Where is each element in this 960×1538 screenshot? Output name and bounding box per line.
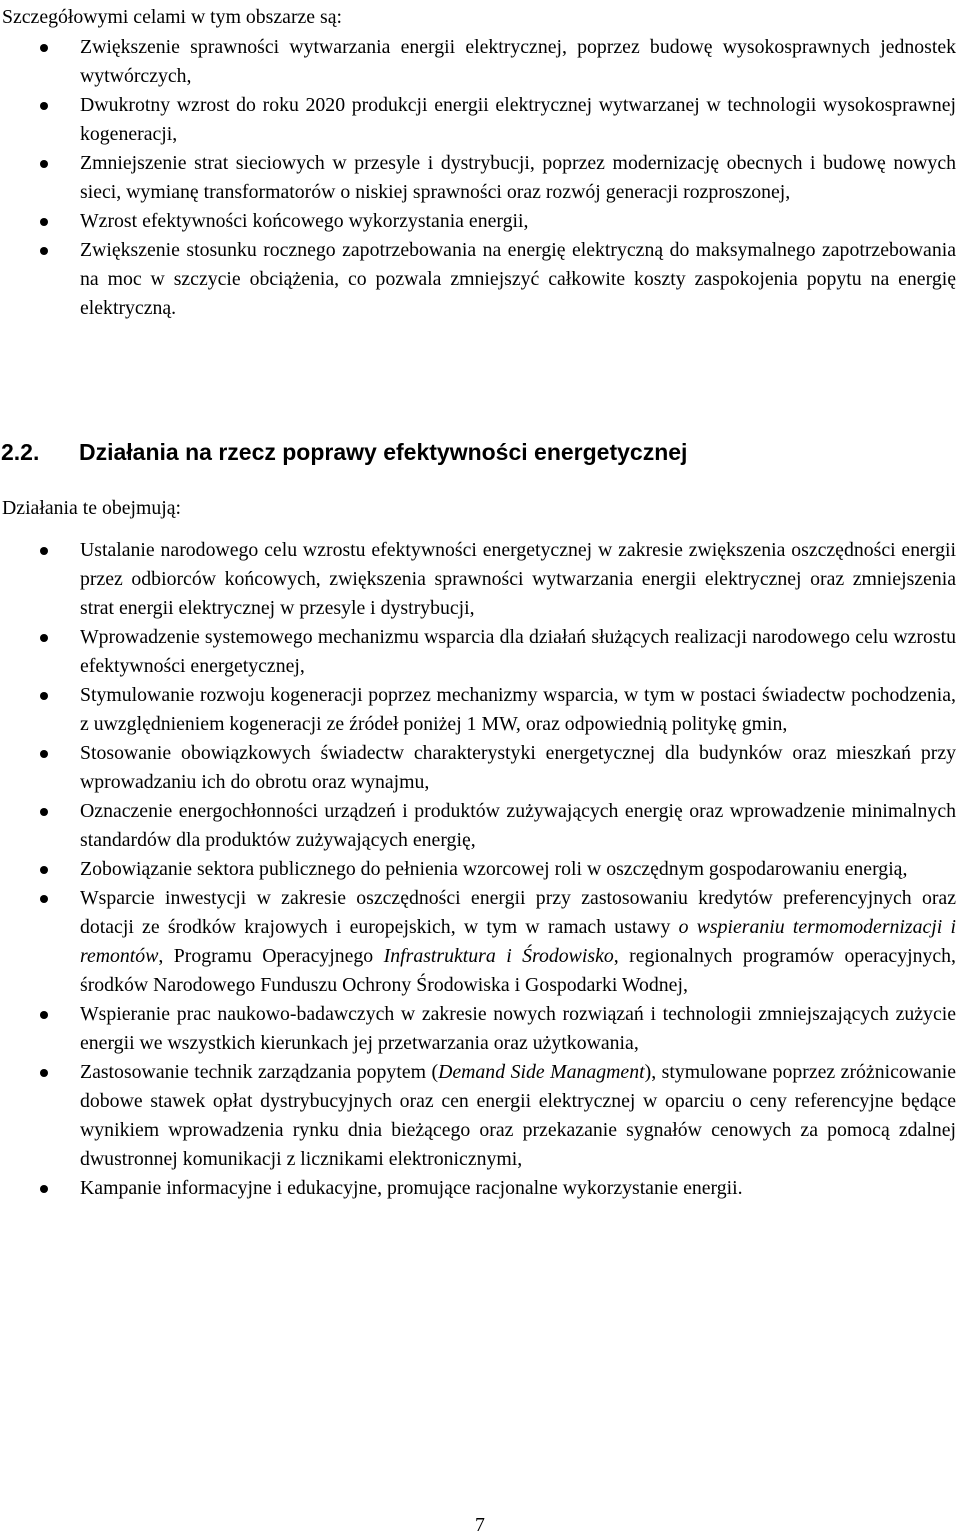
list-item [0, 884, 960, 1000]
list-item [0, 623, 960, 681]
section-lead: Działania te obejmują: [2, 497, 182, 519]
objectives-list [0, 33, 960, 323]
bullet-icon [40, 866, 48, 874]
bullet-icon [40, 1185, 48, 1193]
list-item-text: Zwiększenie stosunku rocznego zapotrzebowania na energię elektryczną do maksymalnego zapotrzebowania na moc w szczycie obciążenia, co pozwala zmniejszyć całkowite koszty zaspokojenia popytu na energię elektryczną. [80, 239, 956, 319]
list-item-text: Dwukrotny wzrost do roku 2020 produkcji energii elektrycznej wytwarzanej w technologii wysokosprawnej kogeneracji, [80, 94, 956, 145]
list-item-text: Oznaczenie energochłonności urządzeń i produktów zużywających energię oraz wprowadzenie minimalnych standardów dla produktów zużywających energię, [80, 800, 956, 851]
italic-term: Demand Side Managment [438, 1061, 645, 1083]
list-item [0, 739, 960, 797]
list-item-text: Wspieranie prac naukowo-badawczych w zakresie nowych rozwiązań i technologii zmniejszających zużycie energii we wszystkich kierunkach jej przetwarzania oraz użytkowania, [80, 1003, 956, 1054]
bullet-icon [40, 895, 48, 903]
section-number: 2.2. [1, 439, 40, 465]
list-item [0, 855, 960, 884]
list-item [0, 681, 960, 739]
list-item-text: Wzrost efektywności końcowego wykorzystania energii, [80, 210, 529, 232]
list-item [0, 33, 960, 91]
section-heading [0, 437, 960, 467]
bullet-icon [40, 247, 48, 255]
list-item [0, 207, 960, 236]
text-segment: ), stymulowane poprzez zróżnicowanie dobowe stawek opłat dystrybucyjnych oraz cen energii elektrycznej w oparciu o ceny referencyjne będące wynikiem wprowadzenia rynku dnia bieżącego oraz przekazanie sygnałów cenowych za pomocą zdalnej dwustronnej komunikacji z licznikami elektronicznymi, [80, 1061, 956, 1170]
list-item-text: Zobowiązanie sektora publicznego do pełnienia wzorcowej roli w oszczędnym gospodarowaniu energią, [80, 858, 908, 880]
bullet-icon [40, 808, 48, 816]
text-segment: , Programu Operacyjnego [158, 945, 384, 967]
bullet-icon [40, 44, 48, 52]
list-item-text: Zwiększenie sprawności wytwarzania energii elektrycznej, poprzez budowę wysokosprawnych jednostek wytwórczych, [80, 36, 956, 87]
bullet-icon [40, 1069, 48, 1077]
text-segment: , regionalnych programów operacyjnych, środków Narodowego Funduszu Ochrony Środowiska i Gospodarki Wodnej, [80, 945, 956, 996]
list-item [0, 1174, 960, 1203]
list-item-text: Zmniejszenie strat sieciowych w przesyle i dystrybucji, poprzez modernizację obecnych i budowę nowych sieci, wymianę transformatorów o niskiej sprawności oraz rozwój generacji rozproszonej, [80, 152, 956, 203]
italic-program-name: Infrastruktura i Środowisko [383, 945, 614, 967]
list-item-text: Stosowanie obowiązkowych świadectw charakterystyki energetycznej dla budynków oraz mieszkań przy wprowadzaniu ich do obrotu oraz wynajmu, [80, 742, 956, 793]
bullet-icon [40, 692, 48, 700]
list-item-text: Wprowadzenie systemowego mechanizmu wsparcia dla działań służących realizacji narodowego celu wzrostu efektywności energetycznej, [80, 626, 956, 677]
text-segment: Zastosowanie technik zarządzania popytem ( [80, 1061, 439, 1083]
intro-text: Szczegółowymi celami w tym obszarze są: [2, 6, 343, 28]
text-segment: Wsparcie inwestycji w zakresie oszczędności energii przy zastosowaniu kredytów preferencyjnych oraz dotacji ze środków krajowych i europejskich, w tym w ramach ustawy [80, 887, 956, 938]
bullet-icon [40, 1011, 48, 1019]
bullet-icon [40, 218, 48, 226]
list-item [0, 91, 960, 149]
bullet-icon [40, 634, 48, 642]
list-item [0, 1058, 960, 1174]
list-item [0, 1000, 960, 1058]
bullet-icon [40, 160, 48, 168]
list-item [0, 797, 960, 855]
bullet-icon [40, 102, 48, 110]
list-item [0, 236, 960, 323]
list-item-text [80, 884, 956, 1000]
list-item-text: Stymulowanie rozwoju kogeneracji poprzez mechanizmy wsparcia, w tym w postaci świadectw pochodzenia, z uwzględnieniem kogeneracji ze źródeł poniżej 1 MW, oraz odpowiednią politykę gmin, [80, 684, 956, 735]
section-title: Działania na rzecz poprawy efektywności energetycznej [79, 439, 688, 465]
page-number: 7 [475, 1514, 485, 1536]
list-item [0, 149, 960, 207]
italic-act-title: o wspieraniu termomodernizacji i remontów [80, 916, 956, 967]
bullet-icon [40, 750, 48, 758]
list-item-text [80, 1058, 956, 1174]
bullet-icon [40, 547, 48, 555]
list-item-text: Kampanie informacyjne i edukacyjne, promujące racjonalne wykorzystanie energii. [80, 1177, 743, 1199]
list-item [0, 536, 960, 623]
actions-list [0, 536, 960, 1203]
list-item-text: Ustalanie narodowego celu wzrostu efektywności energetycznej w zakresie zwiększenia oszczędności energii przez odbiorców końcowych, zwiększenia sprawności wytwarzania energii elektrycznej oraz zmniejszenia strat energii elektrycznej w przesyle i dystrybucji, [80, 539, 956, 619]
